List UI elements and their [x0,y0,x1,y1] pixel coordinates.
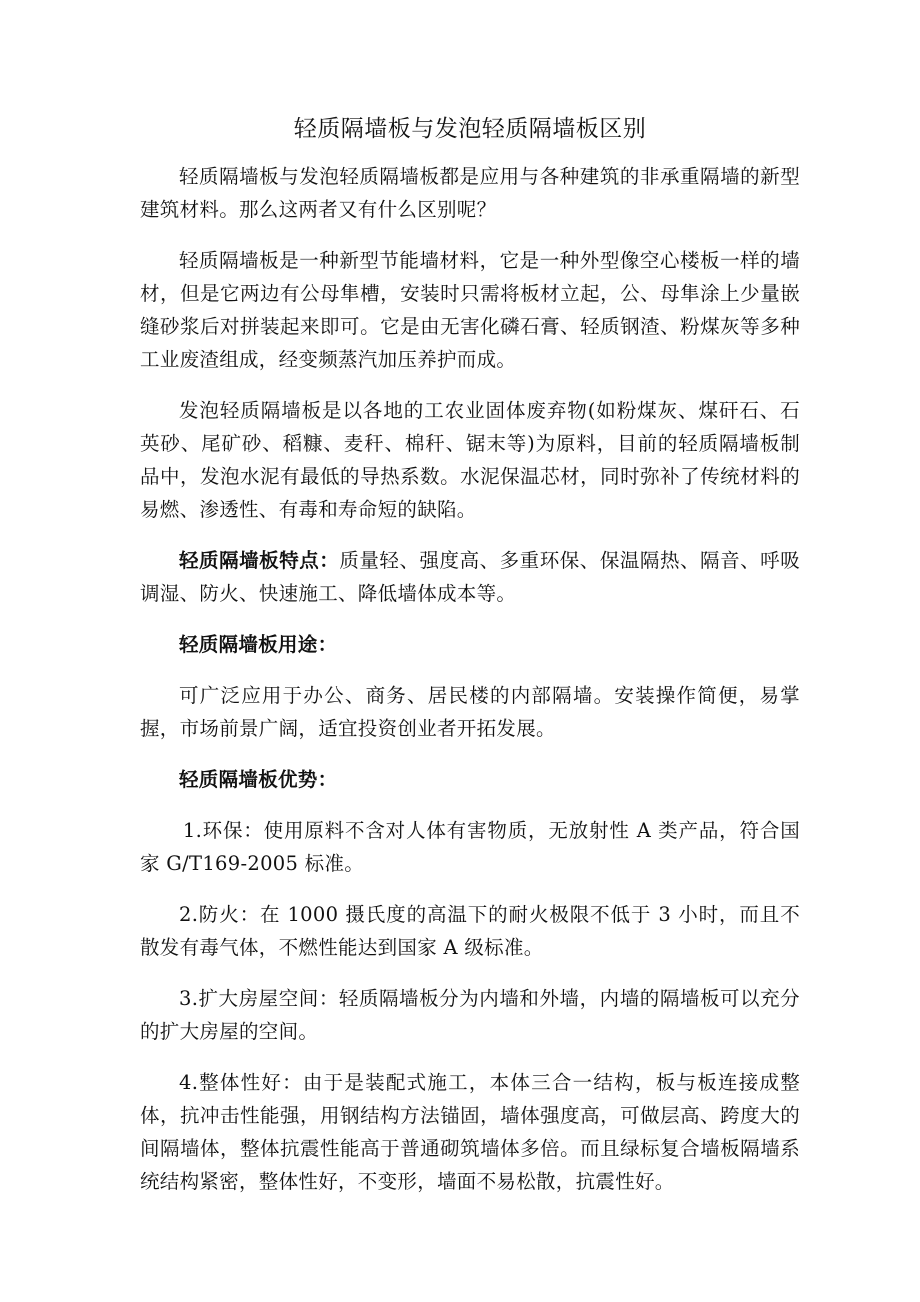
advantage-item-environmental: 1.环保：使用原料不含对人体有害物质，无放射性 A 类产品，符合国家 G/T169-2005 标准。 [140,819,800,875]
intro-paragraph: 轻质隔墙板与发泡轻质隔墙板都是应用与各种建筑的非承重隔墙的新型建筑材料。那么这两者又有什么区别呢？ [140,165,800,221]
features-text: 质量轻、强度高、多重环保、保温隔热、隔音、呼吸调湿、防火、快速施工、降低墙体成本等。 [140,549,800,605]
advantage-item-space: 3.扩大房屋空间：轻质隔墙板分为内墙和外墙，内墙的隔墙板可以充分的扩大房屋的空间。 [140,987,800,1043]
uses-heading: 轻质隔墙板用途： [179,633,338,656]
advantages-heading: 轻质隔墙板优势： [179,768,338,791]
advantage-item-integrity: 4.整体性好：由于是装配式施工，本体三合一结构，板与板连接成整体，抗冲击性能强，用钢结构方法锚固，墙体强度高，可做层高、跨度大的间隔墙体，整体抗震性能高于普通砌筑墙体多倍。而且绿标复合墙板隔墙系统结构紧密，整体性好，不变形，墙面不易松散，抗震性好。 [140,1071,800,1193]
features-label: 轻质隔墙板特点： [179,549,340,572]
document-title: 轻质隔墙板与发泡轻质隔墙板区别 [293,116,647,142]
document-page [140,112,800,1216]
light-board-paragraph: 轻质隔墙板是一种新型节能墙材料，它是一种外型像空心楼板一样的墙材，但是它两边有公母隼槽，安装时只需将板材立起，公、母隼涂上少量嵌缝砂浆后对拼装起来即可。它是由无害化磷石膏、轻质钢渣、粉煤灰等多种工业废渣组成，经变频蒸汽加压养护而成。 [140,249,800,371]
uses-paragraph: 可广泛应用于办公、商务、居民楼的内部隔墙。安装操作简便，易掌握，市场前景广阔，适宜投资创业者开拓发展。 [140,684,800,740]
advantage-item-fireproof: 2.防火：在 1000 摄氏度的高温下的耐火极限不低于 3 小时，而且不散发有毒气体，不燃性能达到国家 A 级标准。 [140,903,800,959]
foam-board-paragraph: 发泡轻质隔墙板是以各地的工农业固体废弃物(如粉煤灰、煤矸石、石英砂、尾矿砂、稻糠、麦秆、棉秆、锯末等)为原料，目前的轻质隔墙板制品中，发泡水泥有最低的导热系数。水泥保温芯材，同时弥补了传统材料的易燃、渗透性、有毒和寿命短的缺陷。 [140,399,800,521]
features-paragraph [140,544,800,610]
